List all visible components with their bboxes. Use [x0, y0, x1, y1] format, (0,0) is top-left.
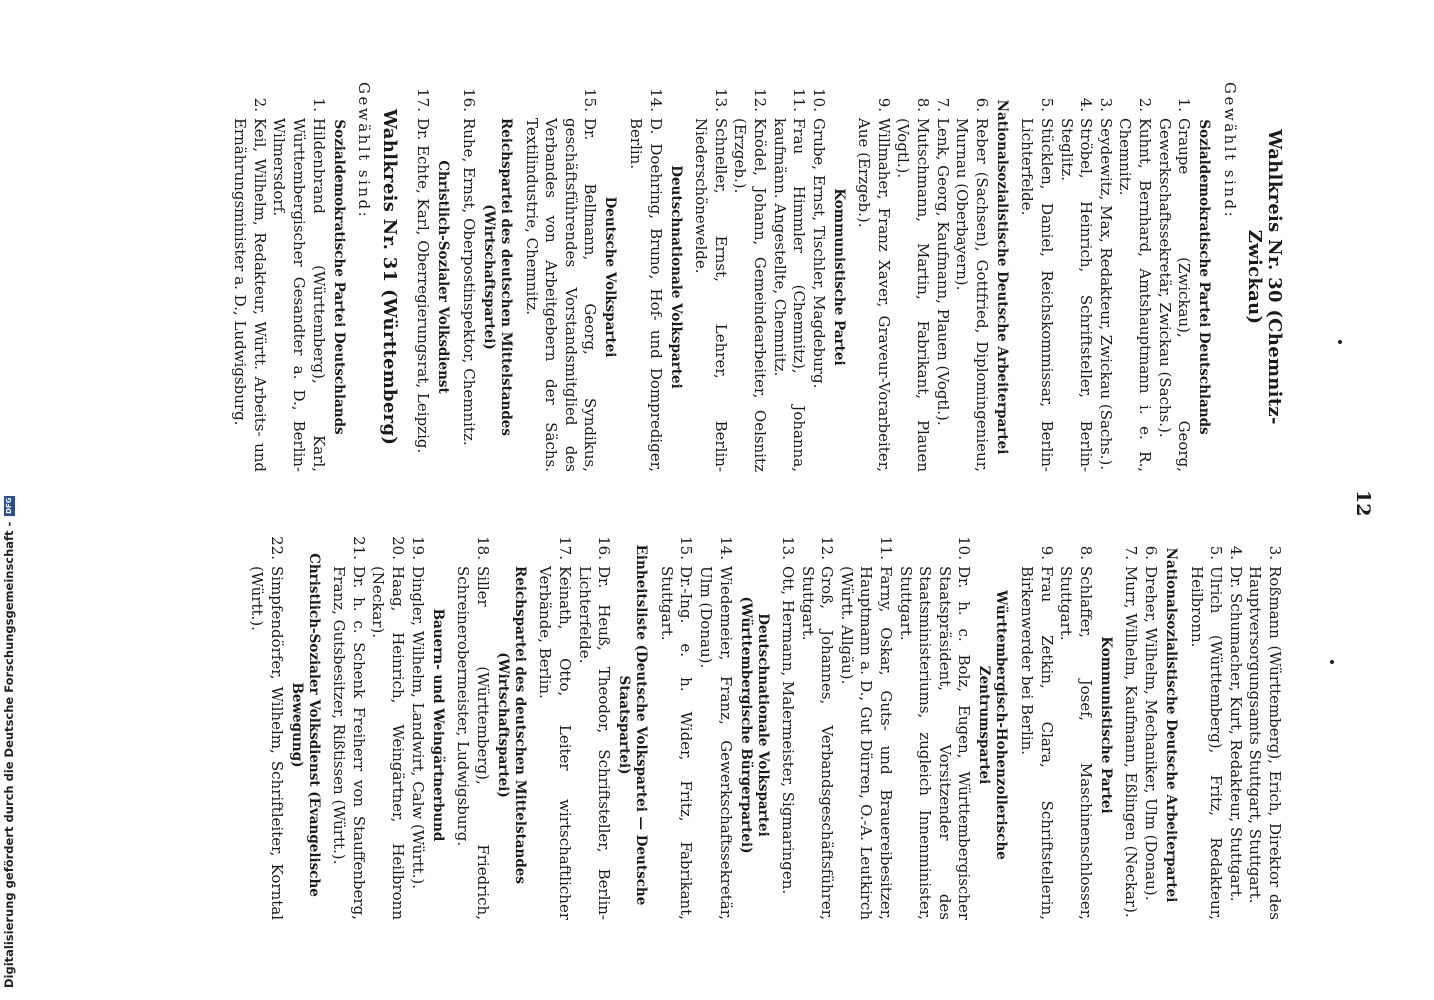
candidate-number: 1. — [309, 97, 328, 112]
candidate-number: 9. — [874, 97, 893, 112]
candidate-text: Siller (Württemberg), Friedrich, Schreinerobermeister, Ludwigsburg. — [454, 566, 492, 920]
candidate-text: Dr.-Ing. e. h. Wider, Fritz, Fabrikant, Stuttgart. — [657, 566, 696, 920]
party-heading: Reichspartei des deutschen Mittelstandes (Wirtschaftspartei) — [494, 566, 528, 884]
candidate-number: 13. — [711, 88, 730, 112]
candidate-number: 15. — [581, 88, 600, 112]
party-heading: Sozialdemokratische Partei Deutschlands — [1196, 119, 1213, 435]
party-heading: Deutsche Volkspartei — [602, 196, 619, 358]
candidate-text: Wiedemeier, Franz, Gewerkschaftssekretär, Ulm (Donau). — [696, 566, 735, 920]
candidate-text: Keil, Wilhelm, Redakteur, Württ. Arbeits- und Ernährungsminister a. D., Ludwigsburg. — [231, 118, 269, 472]
gewaehlt-label: Gewählt sind: — [355, 82, 374, 220]
candidate-number: 12. — [818, 536, 837, 560]
candidate-number: 20. — [389, 536, 407, 560]
candidate-text: Dr. Bellmann, Georg, Syndikus, geschäftsführendes Vorstandsmitglied des Verbandes von Arbeitgebern der Sächs. Textilindustrie, Chemnitz. — [522, 118, 600, 472]
party-heading: Württembergisch-Hohenzollerische Zentrumspartei — [976, 590, 1010, 860]
party-heading: Nationalsozialistische Deutsche Arbeiterpartei — [1163, 547, 1180, 903]
candidate-text: Mutschmann, Martin, Fabrikant, Plauen (Vogtl.). — [894, 118, 933, 472]
candidate-number: 14. — [716, 536, 735, 560]
candidate-text: Dr. Heuß, Theodor, Schriftsteller, Berlin-Lichterfelde. — [575, 566, 614, 920]
candidate-text: Dr. h. c. Schenk Freiherr von Stauffenberg, Franz, Gutsbesitzer, Rißtissen (Württ.). — [330, 566, 368, 920]
candidate-number: 4. — [1226, 545, 1245, 560]
candidate-number: 4. — [1077, 97, 1096, 112]
candidate-text: Schneller, Ernst, Lehrer, Berlin-Niederschönewelde. — [692, 118, 730, 472]
candidate-text: Graupe (Zwickau), Georg, Gewerkschaftssekretär, Zwickau (Sachs.). — [1155, 118, 1194, 472]
candidate-text: Ott, Hermann, Malermeister, Sigmaringen. — [779, 566, 798, 895]
candidate-text: Groß, Johannes, Verbandsgeschäftsführer, Stuttgart. — [798, 566, 837, 920]
candidate-text: Roßmann (Württemberg), Erich, Direktor des Hauptversorgungsamts Stuttgart, Stuttgart. — [1246, 566, 1284, 920]
party-heading: Sozialdemokratische Partei Deutschlands — [330, 119, 347, 435]
candidate-number: 18. — [473, 536, 492, 560]
candidate-text: Dr. h. c. Bolz, Eugen, Württembergischer Staatspräsident, Vorsitzender des Staatsministeriums, zugleich Innenminister, Stuttgart. — [896, 566, 974, 920]
candidate-number: 17. — [555, 536, 574, 560]
candidate-text: Farny, Oskar, Guts- und Brauereibesitzer, Hauptmann a. D., Gut Dürren, O.-A. Leutkirch (Württ. Allgäu). — [837, 566, 896, 920]
candidate-number: 21. — [349, 536, 368, 560]
dfg-logo: DFG — [5, 497, 13, 514]
candidate-number: 16. — [595, 536, 614, 560]
candidate-number: 13. — [779, 536, 798, 560]
candidate-number: 19. — [408, 536, 427, 560]
candidate-number: 5. — [1207, 545, 1226, 560]
party-heading: Kommunistische Partei — [830, 188, 847, 366]
candidate-number: 17. — [414, 88, 433, 112]
wahlkreis-title: Wahlkreis Nr. 31 (Württemberg) — [378, 108, 400, 446]
candidate-text: Hildenbrand (Württemberg), Karl, Württembergischer Gesandter a. D., Berlin-Wilmersdorf. — [270, 118, 328, 472]
candidate-text: Stücklen, Daniel, Reichskommissar, Berlin-Lichterfelde. — [1018, 118, 1057, 472]
candidate-text: Keinath, Otto, Leiter wirtschaftlicher Verbände, Berlin. — [536, 566, 574, 920]
candidate-text: Ruhe, Ernst, Oberpostinspektor, Chemnitz. — [460, 118, 478, 446]
candidate-text: Kuhnt, Bernhard, Amtshauptmann i. e. R., Chemnitz. — [1116, 118, 1155, 472]
candidate-number: 1. — [1175, 97, 1194, 112]
candidate-text: Murr, Wilhelm, Kaufmann, Eßlingen (Neckar). — [1122, 566, 1141, 918]
party-heading: Deutschnationale Volkspartei (Württembergische Bürgerpartei) — [737, 596, 771, 854]
candidate-number: 16. — [460, 88, 478, 112]
candidate-number: 14. — [646, 88, 665, 112]
candidate-number: 6. — [1142, 545, 1161, 560]
candidate-number: 10. — [955, 536, 974, 560]
candidate-number: 11. — [877, 536, 896, 560]
party-heading: Christlich-Sozialer Volksdienst — [435, 160, 452, 394]
candidate-text: Ströbel, Heinrich, Schriftsteller, Berlin-Steglitz. — [1057, 118, 1096, 472]
party-heading: Bauern- und Weingärtnerbund — [429, 608, 446, 842]
candidate-text: Schlaffer, Josef, Maschinenschlosser, Stuttgart. — [1057, 566, 1095, 920]
party-heading: Kommunistische Partei — [1097, 636, 1114, 814]
candidate-text: Willmaher, Franz Xaver, Graveur-Vorarbeiter, Aue (Erzgeb.). — [855, 118, 893, 472]
candidate-text: Reber (Sachsen), Gottfried, Diplomingenieur, Murnau (Oberbayern). — [953, 118, 991, 472]
candidate-text: Ulrich (Württemberg), Fritz, Redakteur, Heilbronn. — [1187, 566, 1226, 920]
party-heading: Christlich-Sozialer Volksdienst (Evangelische Bewegung) — [288, 553, 322, 897]
candidate-number: 7. — [1122, 545, 1141, 560]
candidate-number: 5. — [1038, 97, 1057, 112]
candidate-number: 2. — [250, 97, 269, 112]
candidate-number: 12. — [750, 88, 769, 112]
candidate-text: Dingler, Wilhelm, Landwirt, Calw (Württ.). — [408, 566, 427, 889]
candidate-number: 15. — [677, 536, 696, 560]
candidate-number: 3. — [1266, 545, 1284, 560]
candidate-text: Dr. Schumacher, Kurt, Redakteur, Stuttgart. — [1226, 566, 1245, 902]
candidate-text: Frau Zetkin, Clara, Schriftstellerin, Birkenwerder bei Berlin. — [1018, 566, 1056, 920]
candidate-text: Haag, Heinrich, Weingärtner, Heilbronn (Neckar). — [369, 566, 407, 920]
candidate-number: 9. — [1037, 545, 1056, 560]
candidate-number: 2. — [1136, 97, 1155, 112]
candidate-text: Dreher, Wilhelm, Mechaniker, Ulm (Donau). — [1142, 566, 1161, 901]
candidate-number: 11. — [790, 88, 809, 112]
wahlkreis-title: Wahlkreis Nr. 30 (Chemnitz-Zwickau) — [1244, 129, 1285, 425]
party-heading: Nationalsozialistische Deutsche Arbeiterpartei — [993, 99, 1010, 455]
party-heading: Reichspartei des deutschen Mittelstandes (Wirtschaftspartei) — [481, 118, 514, 436]
gewaehlt-label: Gewählt sind: — [1220, 82, 1239, 220]
candidate-number: 22. — [267, 536, 286, 560]
candidate-number: 10. — [809, 88, 828, 112]
candidate-text: Dr. Echte, Karl, Oberregierungsrat, Leipzig. — [414, 118, 433, 454]
candidate-text: Knödel, Johann, Gemeindearbeiter, Oelsnitz (Erzgeb.). — [731, 118, 769, 472]
party-heading: Deutschnationale Volkspartei — [667, 165, 684, 389]
candidate-number: 7. — [933, 97, 952, 112]
footer-text: Digitalisierung gefördert durch die Deutsche Forschungsgemeinschaft - — [2, 521, 16, 988]
candidate-text: Lenk, Georg, Kaufmann, Plauen (Vogtl.). — [933, 118, 952, 426]
candidate-number: 8. — [1076, 545, 1095, 560]
candidate-number: 3. — [1096, 97, 1115, 112]
candidate-text: D. Doehring, Bruno, Hof- und Domprediger, Berlin. — [626, 118, 665, 472]
candidate-number: 6. — [972, 97, 991, 112]
candidate-text: Seydewitz, Max, Redakteur, Zwickau (Sachs.). — [1096, 118, 1115, 471]
party-heading: Einheitsliste (Deutsche Volkspartei — Deutsche Staatspartei) — [616, 544, 650, 906]
candidate-text: Simpfendörfer, Wilhelm, Schriftleiter, Korntal (Württ.). — [248, 566, 286, 920]
candidate-text: Grube, Ernst, Tischler, Magdeburg. — [809, 118, 828, 389]
candidate-text: Frau Himmler (Chemnitz), Johanna, kaufmänn. Angestellte, Chemnitz. — [770, 118, 809, 472]
page-number: 12 — [1352, 490, 1374, 517]
candidate-number: 8. — [914, 97, 933, 112]
